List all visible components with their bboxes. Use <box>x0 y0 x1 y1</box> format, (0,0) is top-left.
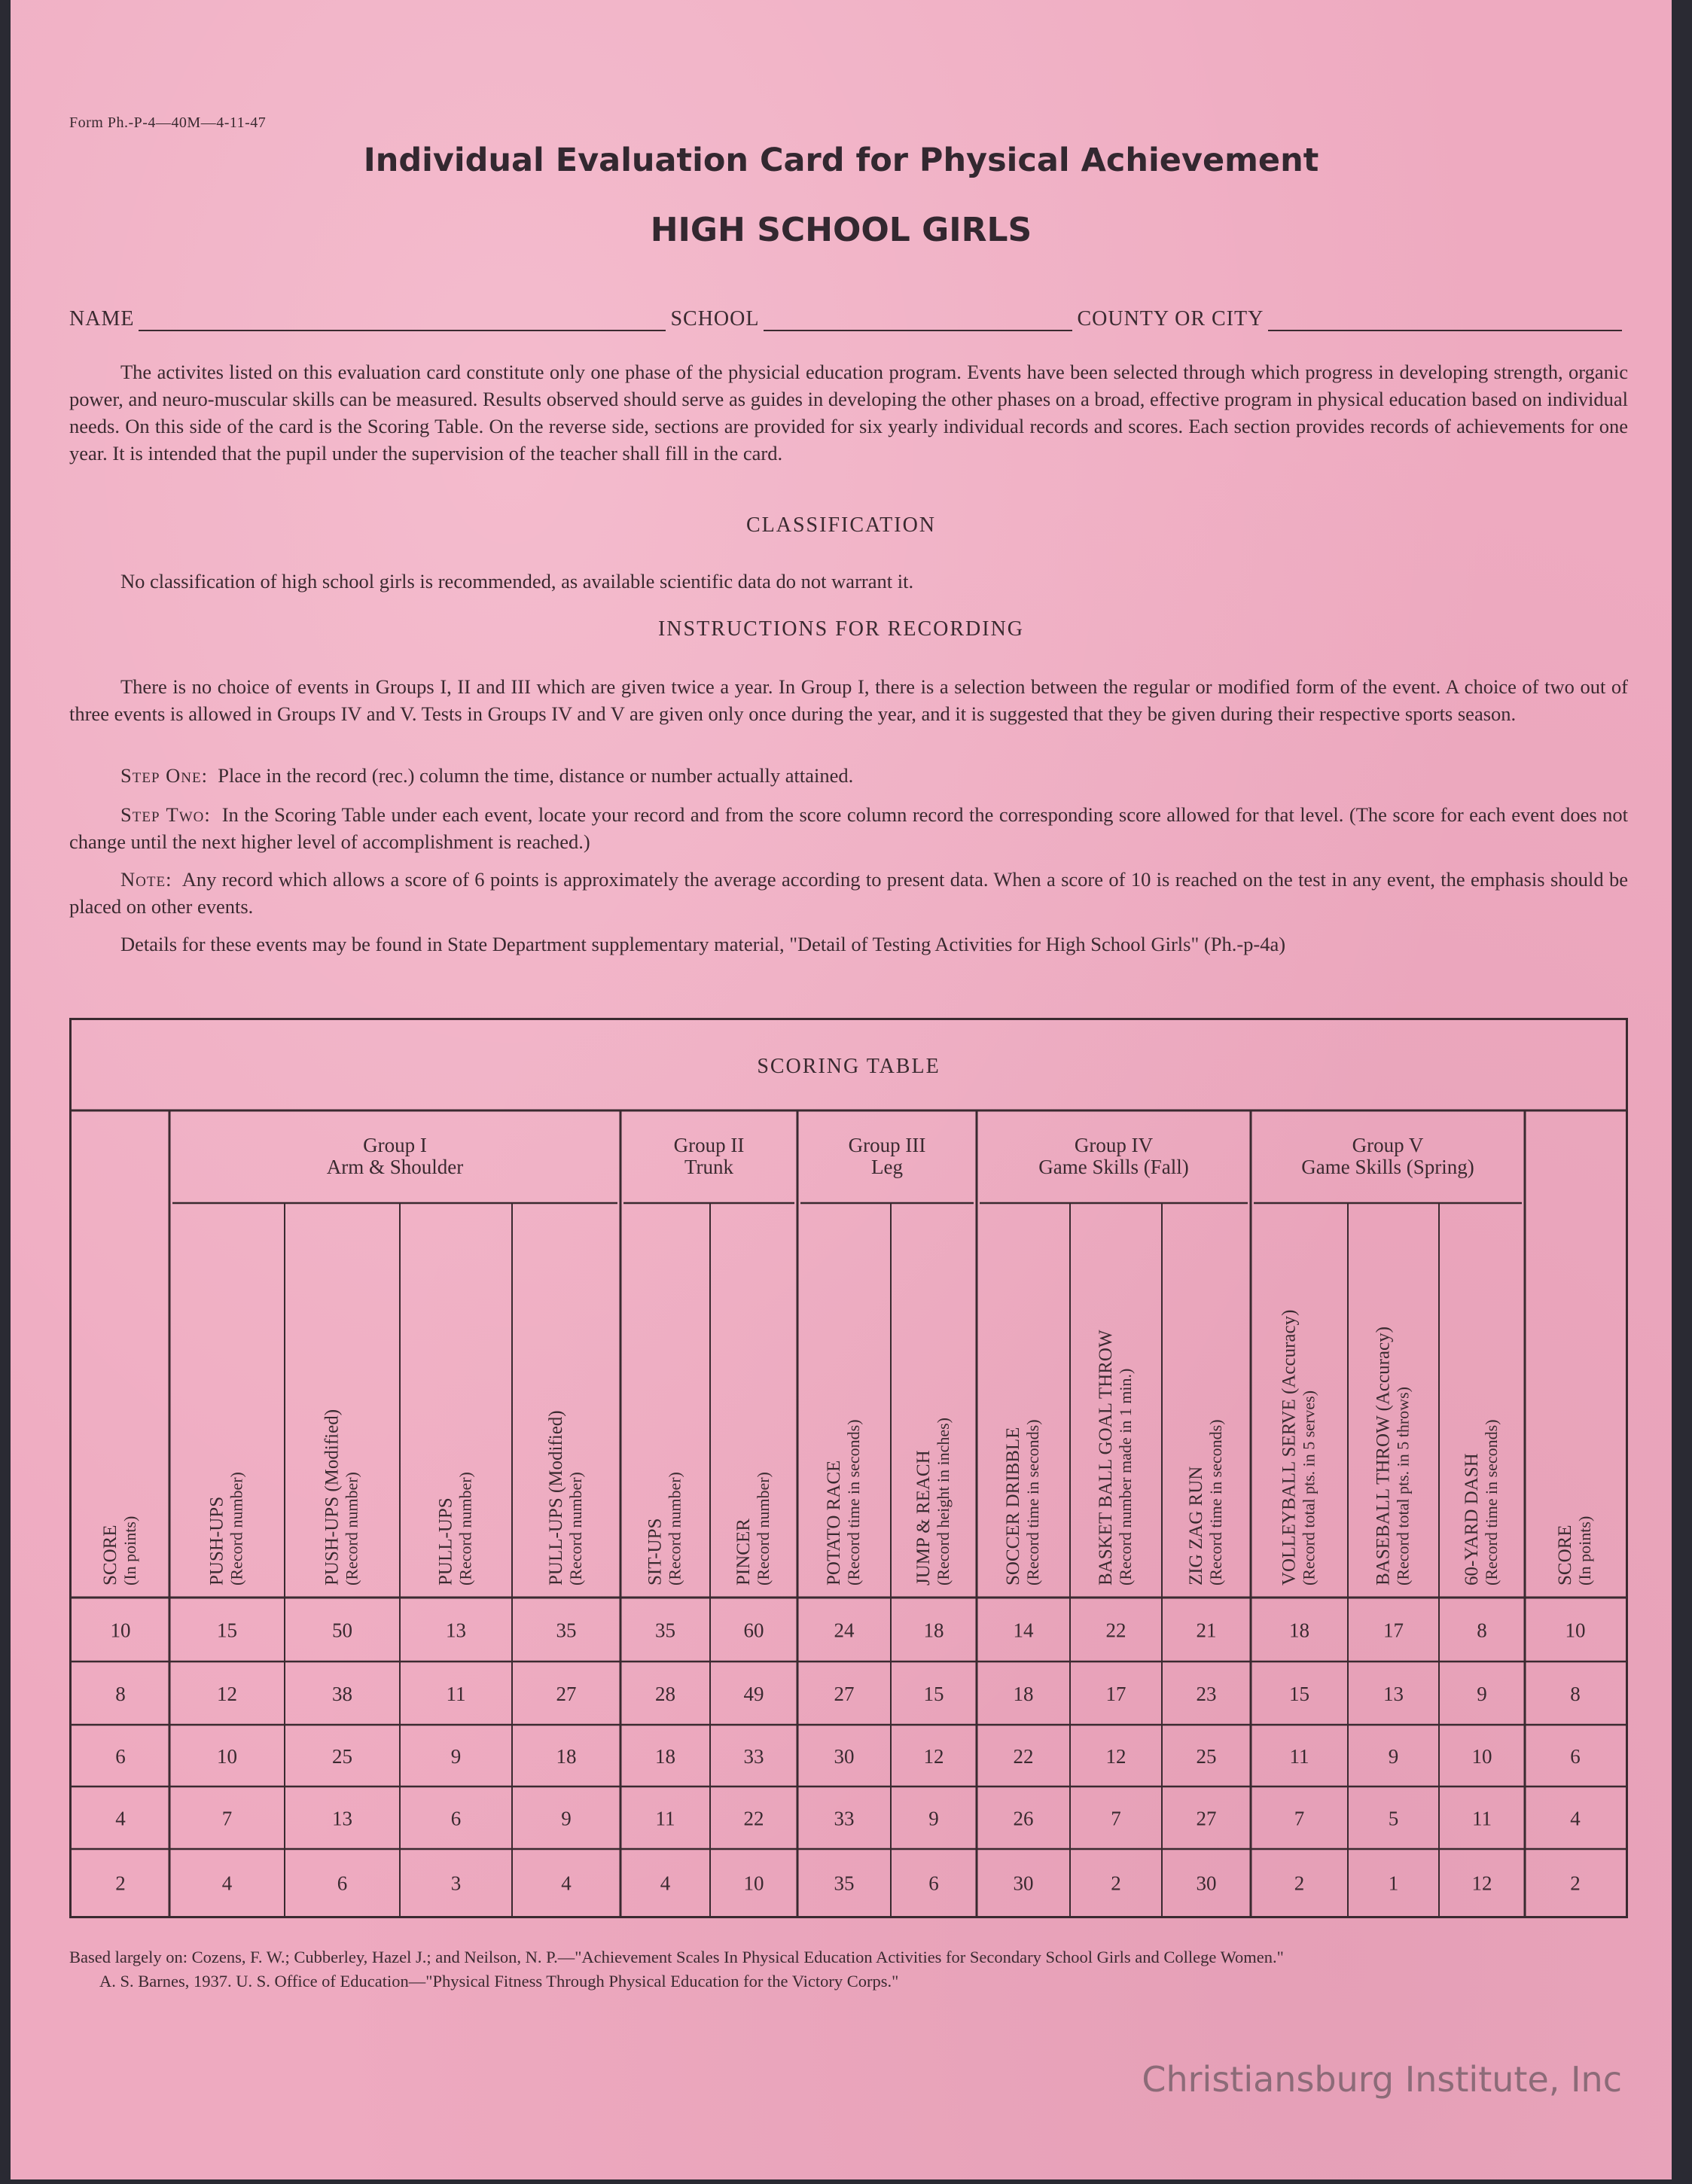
cell-r3-c3: 25 <box>332 1745 352 1768</box>
form-number: Form Ph.-P-4—40M—4-11-47 <box>69 114 267 131</box>
step-one-text: Place in the record (rec.) column the time, distance or number actually attained. <box>218 764 854 787</box>
column-header-title-10: SOCCER DRIBBLE <box>1003 1427 1023 1585</box>
column-header-title-7: PINCER <box>733 1518 754 1585</box>
cell-r5-c16: 2 <box>1570 1872 1581 1895</box>
name-label: NAME <box>69 307 135 330</box>
note-label: Note: <box>120 868 172 891</box>
cell-r2-c2: 12 <box>217 1683 237 1705</box>
card-title: Individual Evaluation Card for Physical Achievement <box>363 142 1319 179</box>
cell-r4-c4: 6 <box>450 1807 462 1830</box>
cell-r4-c6: 11 <box>655 1807 675 1830</box>
cell-r3-c11: 12 <box>1105 1745 1126 1768</box>
column-header-3 <box>322 1409 361 1585</box>
cell-r3-c4: 9 <box>450 1745 462 1768</box>
school-label: SCHOOL <box>670 307 760 330</box>
column-header-4 <box>436 1472 475 1585</box>
evaluation-card <box>11 0 1672 2179</box>
cell-r3-c9: 12 <box>923 1745 944 1768</box>
column-header-sub-10: (Record time in seconds) <box>1023 1419 1042 1585</box>
watermark: Christiansburg Institute, Inc <box>1142 2059 1622 2100</box>
cell-r2-c9: 15 <box>923 1683 944 1705</box>
cell-r1-c7: 60 <box>743 1619 764 1642</box>
column-header-title-8: POTATO RACE <box>824 1460 844 1585</box>
cell-r4-c13: 7 <box>1294 1807 1305 1830</box>
cell-r5-c13: 2 <box>1294 1872 1305 1895</box>
cell-r2-c13: 15 <box>1289 1683 1309 1705</box>
cell-r2-c12: 23 <box>1196 1683 1217 1705</box>
column-header-14 <box>1373 1327 1413 1585</box>
column-header-6 <box>645 1472 684 1585</box>
cell-r2-c15: 9 <box>1477 1683 1487 1705</box>
column-header-title-16: SCORE <box>1555 1525 1575 1585</box>
cell-r5-c7: 10 <box>743 1872 764 1895</box>
cell-r4-c8: 33 <box>834 1807 855 1830</box>
cell-r3-c16: 6 <box>1570 1745 1581 1768</box>
column-header-sub-2: (Record number) <box>227 1472 246 1585</box>
group-name-2: Group II <box>673 1134 745 1156</box>
column-header-sub-9: (Record height in inches) <box>934 1418 953 1585</box>
column-header-5 <box>546 1410 585 1585</box>
cell-r1-c4: 13 <box>446 1619 466 1642</box>
column-header-title-12: ZIG ZAG RUN <box>1186 1466 1206 1585</box>
column-header-sub-7: (Record number) <box>754 1472 773 1585</box>
column-header-title-9: JUMP & REACH <box>913 1450 934 1585</box>
cell-r4-c11: 7 <box>1111 1807 1121 1830</box>
group-sub-5: Game Skills (Spring) <box>1301 1156 1474 1178</box>
cell-r4-c15: 11 <box>1472 1807 1492 1830</box>
column-header-sub-4: (Record number) <box>456 1472 475 1585</box>
cell-r3-c7: 33 <box>743 1745 764 1768</box>
county-label: COUNTY OR CITY <box>1077 307 1264 330</box>
cell-r5-c10: 30 <box>1013 1872 1034 1895</box>
note-text: Any record which allows a score of 6 points is approximately the average according to present data. When a score of 10 is reached on the test in any event, the emphasis should be placed on other events. <box>69 868 1628 918</box>
step-one-label: Step One: <box>120 764 208 787</box>
group-name-5: Group V <box>1352 1134 1424 1156</box>
column-header-sub-15: (Record time in seconds) <box>1482 1419 1501 1585</box>
cell-r1-c3: 50 <box>332 1619 352 1642</box>
cell-r2-c5: 27 <box>556 1683 577 1705</box>
instructions-paragraph <box>69 673 1628 727</box>
cell-r3-c1: 6 <box>115 1745 126 1768</box>
identification-fields <box>69 301 1626 331</box>
cell-r2-c4: 11 <box>446 1683 466 1705</box>
column-header-title-14: BASEBALL THROW (Accuracy) <box>1373 1327 1394 1585</box>
group-sub-3: Leg <box>871 1156 903 1178</box>
cell-r5-c5: 4 <box>561 1872 572 1895</box>
cell-r5-c9: 6 <box>928 1872 939 1895</box>
column-header-12 <box>1186 1419 1225 1585</box>
column-header-title-4: PULL-UPS <box>435 1497 456 1585</box>
step-one <box>69 762 1628 789</box>
county-line[interactable] <box>1268 309 1622 331</box>
cell-r5-c14: 1 <box>1388 1872 1399 1895</box>
column-header-title-13: VOLLEYBALL SERVE (Accuracy) <box>1279 1309 1300 1585</box>
footnote-line-1: Based largely on: Cozens, F. W.; Cubberley, Hazel J.; and Neilson, N. P.—"Achievement Scales In Physical Education Activities for Secondary School Girls and College Women." <box>69 1948 1284 1966</box>
cell-r2-c16: 8 <box>1570 1683 1581 1705</box>
cell-r5-c11: 2 <box>1111 1872 1121 1895</box>
cell-r1-c1: 10 <box>110 1619 131 1642</box>
column-header-title-3: PUSH-UPS (Modified) <box>322 1409 343 1585</box>
cell-r5-c3: 6 <box>337 1872 348 1895</box>
column-header-title-2: PUSH-UPS <box>206 1496 227 1585</box>
scoring-table-grid <box>72 1020 1626 1916</box>
intro-paragraph <box>69 358 1628 467</box>
cell-r4-c3: 13 <box>332 1807 352 1830</box>
cell-r1-c16: 10 <box>1565 1619 1586 1642</box>
cell-r5-c12: 30 <box>1196 1872 1217 1895</box>
cell-r2-c6: 28 <box>655 1683 675 1705</box>
cell-r3-c15: 10 <box>1471 1745 1492 1768</box>
school-line[interactable] <box>764 309 1072 331</box>
name-line[interactable] <box>139 309 666 331</box>
cell-r1-c9: 18 <box>923 1619 944 1642</box>
cell-r1-c8: 24 <box>834 1619 855 1642</box>
cell-r2-c14: 13 <box>1383 1683 1404 1705</box>
cell-r3-c2: 10 <box>217 1745 237 1768</box>
column-header-10 <box>1003 1419 1042 1585</box>
cell-r1-c15: 8 <box>1477 1619 1487 1642</box>
cell-r3-c8: 30 <box>834 1745 855 1768</box>
column-header-sub-3: (Record number) <box>342 1472 361 1585</box>
cell-r3-c10: 22 <box>1013 1745 1034 1768</box>
cell-r1-c13: 18 <box>1289 1619 1309 1642</box>
cell-r3-c5: 18 <box>556 1745 577 1768</box>
group-name-3: Group III <box>848 1134 926 1156</box>
cell-r5-c15: 12 <box>1471 1872 1492 1895</box>
cell-r1-c5: 35 <box>556 1619 577 1642</box>
column-header-16 <box>1555 1516 1594 1585</box>
cell-r1-c12: 21 <box>1196 1619 1217 1642</box>
intro-text: The activites listed on this evaluation card constitute only one phase of the physicial education program. Events have been selected through which progress in developing strength, organic power, and neuro-muscular skills can be measured. Results observed should serve as guides in developing the other phases on a broad, effective program in physical education based on individual needs. On this side of the card is the Scoring Table. On the reverse side, sections are provided for six yearly individual records and scores. Each section provides records of achievements for one year. It is intended that the pupil under the supervision of the teacher shall fill in the card. <box>69 361 1628 465</box>
column-header-sub-13: (Record total pts. in 5 serves) <box>1299 1390 1319 1585</box>
instructions-text: There is no choice of events in Groups I, II and III which are given twice a year. In Group I, there is a selection between the regular or modified form of the event. A choice of two out of three events is allowed in Groups IV and V. Tests in Groups IV and V are given only once during the year, and it is suggested that they be given during their respective sports season. <box>69 675 1628 725</box>
details-text: Details for these events may be found in State Department supplementary material, "Detail of Testing Activities for High School Girls" (Ph.-p-4a) <box>120 933 1286 955</box>
group-sub-2: Trunk <box>684 1156 734 1178</box>
column-header-title-1: SCORE <box>100 1525 120 1585</box>
cell-r4-c1: 4 <box>115 1807 126 1830</box>
column-header-sub-11: (Record number made in 1 min.) <box>1116 1368 1135 1585</box>
cell-r3-c13: 11 <box>1289 1745 1309 1768</box>
card-subtitle: HIGH SCHOOL GIRLS <box>650 211 1032 249</box>
column-header-13 <box>1279 1310 1319 1585</box>
scoring-table-title: SCORING TABLE <box>757 1055 941 1078</box>
cell-r3-c6: 18 <box>655 1745 675 1768</box>
cell-r1-c2: 15 <box>217 1619 237 1642</box>
cell-r3-c12: 25 <box>1196 1745 1217 1768</box>
cell-r1-c11: 22 <box>1105 1619 1126 1642</box>
instructions-heading: INSTRUCTIONS FOR RECORDING <box>657 617 1025 641</box>
cell-r2-c1: 8 <box>115 1683 126 1705</box>
step-two-label: Step Two: <box>120 803 211 826</box>
cell-r5-c4: 3 <box>450 1872 462 1895</box>
cell-r2-c8: 27 <box>834 1683 855 1705</box>
column-header-title-15: 60-YARD DASH <box>1462 1453 1482 1585</box>
column-header-title-11: BASKET BALL GOAL THROW <box>1096 1330 1116 1585</box>
column-header-sub-16: (In points) <box>1575 1515 1594 1585</box>
column-header-11 <box>1096 1330 1135 1585</box>
cell-r1-c6: 35 <box>655 1619 675 1642</box>
scoring-table <box>69 1018 1628 1918</box>
cell-r4-c10: 26 <box>1013 1807 1034 1830</box>
cell-r5-c1: 2 <box>115 1872 126 1895</box>
cell-r4-c5: 9 <box>561 1807 572 1830</box>
note <box>69 866 1628 920</box>
group-sub-4: Game Skills (Fall) <box>1038 1156 1189 1178</box>
footnote <box>69 1945 1628 1994</box>
cell-r4-c7: 22 <box>743 1807 764 1830</box>
group-name-1: Group I <box>363 1134 427 1156</box>
cell-r2-c10: 18 <box>1013 1683 1034 1705</box>
cell-r5-c6: 4 <box>660 1872 671 1895</box>
column-header-sub-1: (In points) <box>120 1515 139 1585</box>
classification-text: No classification of high school girls is recommended, as available scientific data do not warrant it. <box>120 570 914 592</box>
cell-r1-c14: 17 <box>1383 1619 1404 1642</box>
cell-r4-c9: 9 <box>928 1807 939 1830</box>
cell-r4-c12: 27 <box>1196 1807 1217 1830</box>
footnote-line-2: A. S. Barnes, 1937. U. S. Office of Education—"Physical Fitness Through Physical Education for the Victory Corps." <box>99 1972 899 1991</box>
column-header-sub-8: (Record time in seconds) <box>844 1419 863 1585</box>
classification-heading: CLASSIFICATION <box>745 513 937 537</box>
cell-r2-c7: 49 <box>743 1683 764 1705</box>
column-header-sub-12: (Record time in seconds) <box>1206 1419 1225 1585</box>
column-header-title-6: SIT-UPS <box>645 1518 666 1585</box>
column-header-9 <box>913 1418 953 1585</box>
column-header-15 <box>1462 1419 1501 1585</box>
cell-r2-c3: 38 <box>332 1683 352 1705</box>
column-header-8 <box>824 1419 863 1585</box>
column-header-2 <box>207 1472 246 1585</box>
cell-r4-c14: 5 <box>1388 1807 1399 1830</box>
cell-r4-c2: 7 <box>221 1807 233 1830</box>
cell-r5-c8: 35 <box>834 1872 855 1895</box>
classification-paragraph <box>69 568 1628 595</box>
column-header-1 <box>100 1516 139 1585</box>
column-header-sub-5: (Record number) <box>566 1472 585 1585</box>
column-header-title-5: PULL-UPS (Modified) <box>546 1410 566 1585</box>
cell-r5-c2: 4 <box>221 1872 233 1895</box>
details <box>69 931 1628 958</box>
group-sub-1: Arm & Shoulder <box>326 1156 464 1178</box>
column-header-sub-14: (Record total pts. in 5 throws) <box>1393 1387 1413 1585</box>
cell-r2-c11: 17 <box>1105 1683 1126 1705</box>
column-header-sub-6: (Record number) <box>665 1472 684 1585</box>
step-two-text: In the Scoring Table under each event, locate your record and from the score column record the corresponding score allowed for that level. (The score for each event does not change until the next higher level of accomplishment is reached.) <box>69 803 1628 853</box>
cell-r3-c14: 9 <box>1388 1745 1399 1768</box>
column-header-7 <box>733 1472 773 1585</box>
cell-r4-c16: 4 <box>1570 1807 1581 1830</box>
cell-r1-c10: 14 <box>1013 1619 1034 1642</box>
step-two <box>69 801 1628 855</box>
group-name-4: Group IV <box>1074 1134 1154 1156</box>
